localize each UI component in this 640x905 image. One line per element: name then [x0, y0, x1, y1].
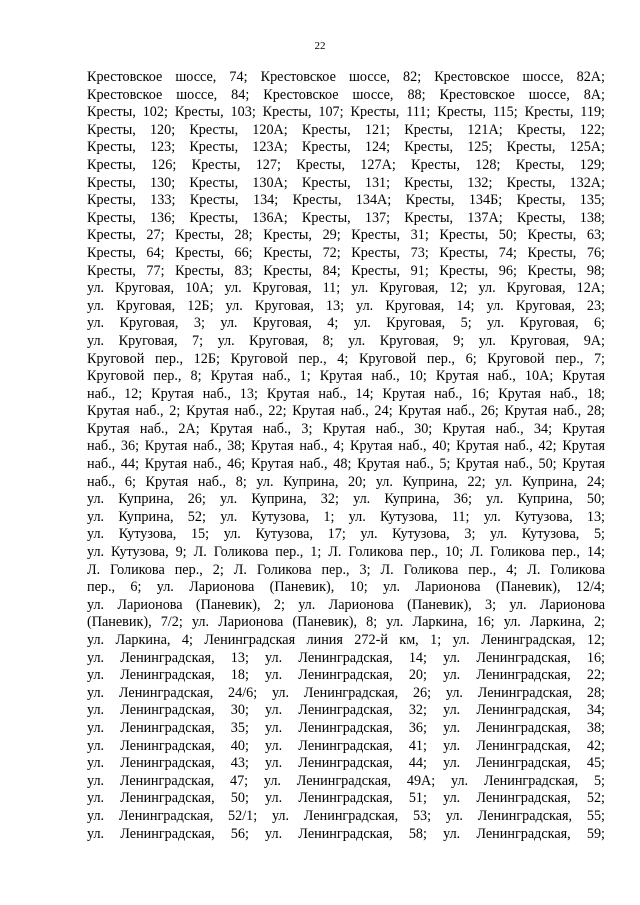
text-line: ул. Ларкина, 4; Ленинградская линия 272-й км, 1; ул. Ленинградская, 12;: [87, 632, 605, 648]
text-line: ул. Куприна, 52; ул. Кутузова, 1; ул. Кутузова, 11; ул. Кутузова, 13;: [87, 508, 605, 525]
text-line: ул. Кутузова, 9; Л. Голикова пер., 1; Л. Голикова пер., 10; Л. Голикова пер., 14;: [87, 544, 605, 561]
text-line: Кресты, 130; Кресты, 130А; Кресты, 131; Кресты, 132; Кресты, 132А;: [87, 174, 605, 191]
text-line: ул. Ленинградская, 30; ул. Ленинградская, 32; ул. Ленинградская, 34;: [87, 702, 605, 719]
text-line: ул. Ленинградская, 52/1; ул. Ленинградская, 53; ул. Ленинградская, 55;: [87, 807, 605, 824]
text-line: Крутая наб., 2; Крутая наб., 22; Крутая наб., 24; Крутая наб., 26; Крутая наб., 28;: [87, 403, 605, 420]
text-line: Кресты, 123; Кресты, 123А; Кресты, 124; Кресты, 125; Кресты, 125А;: [87, 139, 605, 156]
text-line: ул. Ленинградская, 24/6; ул. Ленинградская, 26; ул. Ленинградская, 28;: [87, 684, 605, 701]
text-line: (Паневик), 7/2; ул. Ларионова (Паневик), 8; ул. Ларкина, 16; ул. Ларкина, 2;: [87, 614, 605, 631]
text-line: ул. Ленинградская, 35; ул. Ленинградская, 36; ул. Ленинградская, 38;: [87, 719, 605, 736]
text-line: ул. Ленинградская, 43; ул. Ленинградская, 44; ул. Ленинградская, 45;: [87, 755, 605, 772]
text-line: Кресты, 133; Кресты, 134; Кресты, 134А; Кресты, 134Б; Кресты, 135;: [87, 192, 605, 209]
text-line: Кресты, 27; Кресты, 28; Кресты, 29; Кресты, 31; Кресты, 50; Кресты, 63;: [87, 227, 605, 244]
text-line: ул. Круговая, 10А; ул. Круговая, 11; ул. Круговая, 12; ул. Круговая, 12А;: [87, 280, 605, 297]
text-line: Кресты, 64; Кресты, 66; Кресты, 72; Кресты, 73; Кресты, 74; Кресты, 76;: [87, 244, 605, 261]
text-line: Крутая наб., 2А; Крутая наб., 3; Крутая наб., 30; Крутая наб., 34; Крутая: [87, 420, 605, 437]
text-line: Круговой пер., 12Б; Круговой пер., 4; Круговой пер., 6; Круговой пер., 7;: [87, 350, 605, 367]
text-line: ул. Куприна, 26; ул. Куприна, 32; ул. Куприна, 36; ул. Куприна, 50;: [87, 491, 605, 508]
page-number: 22: [314, 40, 326, 52]
text-line: наб., 36; Крутая наб., 38; Крутая наб., 4; Крутая наб., 40; Крутая наб., 42; Крутая: [87, 438, 605, 455]
text-line: Кресты, 136; Кресты, 136А; Кресты, 137; Кресты, 137А; Кресты, 138;: [87, 209, 605, 226]
text-line: наб., 6; Крутая наб., 8; ул. Куприна, 20; ул. Куприна, 22; ул. Куприна, 24;: [87, 473, 605, 490]
text-line: Кресты, 77; Кресты, 83; Кресты, 84; Кресты, 91; Кресты, 96; Кресты, 98;: [87, 262, 605, 279]
text-line: ул. Круговая, 7; ул. Круговая, 8; ул. Круговая, 9; ул. Круговая, 9А;: [87, 332, 605, 349]
address-list-paragraph: [87, 69, 605, 843]
text-line: Кресты, 102; Кресты, 103; Кресты, 107; Кресты, 111; Кресты, 115; Кресты, 119;: [87, 104, 605, 121]
text-line: Кресты, 126; Кресты, 127; Кресты, 127А; Кресты, 128; Кресты, 129;: [87, 156, 605, 173]
text-line: Крестовское шоссе, 84; Крестовское шоссе, 88; Крестовское шоссе, 8А;: [87, 86, 605, 103]
text-line: ул. Ленинградская, 13; ул. Ленинградская, 14; ул. Ленинградская, 16;: [87, 649, 605, 666]
text-line: ул. Кутузова, 15; ул. Кутузова, 17; ул. Кутузова, 3; ул. Кутузова, 5;: [87, 526, 605, 543]
text-line: ул. Ленинградская, 56; ул. Ленинградская, 58; ул. Ленинградская, 59;: [87, 825, 605, 842]
text-line: ул. Ленинградская, 18; ул. Ленинградская, 20; ул. Ленинградская, 22;: [87, 667, 605, 684]
text-line: ул. Ларионова (Паневик), 2; ул. Ларионова (Паневик), 3; ул. Ларионова: [87, 596, 605, 613]
text-line: ул. Ленинградская, 47; ул. Ленинградская, 49А; ул. Ленинградская, 5;: [87, 772, 605, 789]
text-line: Кресты, 120; Кресты, 120А; Кресты, 121; Кресты, 121А; Кресты, 122;: [87, 121, 605, 138]
text-line: Крестовское шоссе, 74; Крестовское шоссе, 82; Крестовское шоссе, 82А;: [87, 69, 605, 85]
text-line: ул. Круговая, 12Б; ул. Круговая, 13; ул. Круговая, 14; ул. Круговая, 23;: [87, 297, 605, 314]
text-line: наб., 12; Крутая наб., 13; Крутая наб., 14; Крутая наб., 16; Крутая наб., 18;: [87, 385, 605, 402]
text-line: ул. Круговая, 3; ул. Круговая, 4; ул. Круговая, 5; ул. Круговая, 6;: [87, 315, 605, 332]
text-line: ул. Ленинградская, 50; ул. Ленинградская, 51; ул. Ленинградская, 52;: [87, 790, 605, 807]
text-line: пер., 6; ул. Ларионова (Паневик), 10; ул. Ларионова (Паневик), 12/4;: [87, 579, 605, 596]
text-line: ул. Ленинградская, 40; ул. Ленинградская, 41; ул. Ленинградская, 42;: [87, 737, 605, 754]
text-line: наб., 44; Крутая наб., 46; Крутая наб., 48; Крутая наб., 5; Крутая наб., 50; Крутая: [87, 456, 605, 473]
text-line: Л. Голикова пер., 2; Л. Голикова пер., 3; Л. Голикова пер., 4; Л. Голикова: [87, 561, 605, 578]
text-line: Круговой пер., 8; Крутая наб., 1; Крутая наб., 10; Крутая наб., 10А; Крутая: [87, 368, 605, 385]
